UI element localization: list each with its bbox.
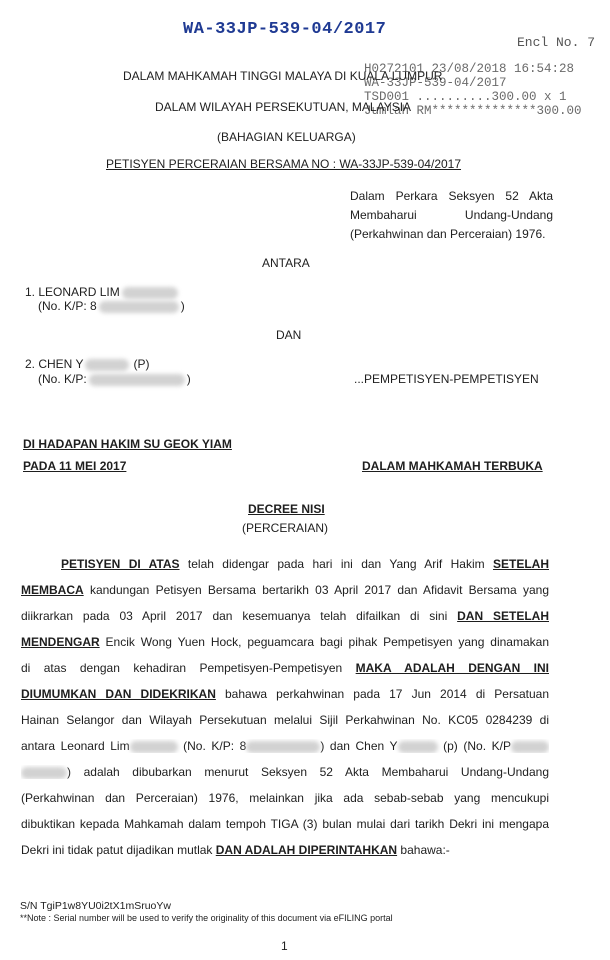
stamp-line-3: TSD001 ..........300.00 x 1 [364, 90, 567, 104]
court-title: DALAM MAHKAMAH TINGGI MALAYA DI KUALA LUMPUR [123, 69, 443, 83]
body-line-5 [21, 661, 549, 675]
redaction-blur [246, 741, 320, 753]
body-text: kandungan Petisyen Bersama bertarikh 03 April 2017 dan Afidavit Bersama yang [83, 583, 549, 597]
body-text: ) dan Chen Y [320, 739, 398, 753]
matter-line-1-text: Dalam Perkara Seksyen 52 Akta [350, 189, 553, 203]
body-emph: DAN SETELAH [457, 609, 549, 623]
body-text: (No. K/P: 8 [177, 739, 247, 753]
body-text: (p) (No. K/P [437, 739, 511, 753]
body-emph: SETELAH [492, 557, 549, 571]
redaction-blur [21, 767, 67, 779]
matter-line-2 [350, 208, 553, 222]
court-region: DALAM WILAYAH PERSEKUTUAN, MALAYSIA [155, 100, 412, 114]
body-line-12 [21, 843, 549, 857]
matter-line-2-right: Undang-Undang [464, 208, 553, 222]
stamp-line-1: H0272101 23/08/2018 16:54:28 [364, 62, 575, 76]
body-text: antara Leonard Lim [21, 739, 130, 753]
body-text: di atas dengan kehadiran Pempetisyen-Pempetisyen [21, 661, 356, 675]
body-emph: MAKA ADALAH DENGAN INI [355, 661, 549, 675]
body-line-2 [21, 583, 549, 597]
party-2-ic [38, 372, 191, 386]
redaction-blur [122, 287, 178, 299]
redaction-blur [130, 741, 178, 753]
redaction-blur [89, 374, 185, 386]
serial-number: S/N TgiP1w8YU0i2tX1mSruoYw [20, 900, 171, 912]
stamp-line-2: WA-33JP-539-04/2017 [364, 76, 507, 90]
petition-title: PETISYEN PERCERAIAN BERSAMA NO : WA-33JP-539-04/2017 [106, 157, 462, 171]
matter-line-3: (Perkahwinan dan Perceraian) 1976. [350, 227, 546, 241]
body-line-10 [21, 791, 549, 805]
body-text: telah didengar pada hari ini dan Yang Arif Hakim [179, 557, 493, 571]
party-2-suffix: (P) [133, 357, 150, 371]
body-line-1 [21, 557, 549, 571]
open-court-label: DALAM MAHKAMAH TERBUKA [362, 459, 543, 473]
body-text: diikrarkan pada 03 April 2017 dan kesemuanya telah difailkan di sini [21, 609, 458, 623]
redaction-blur [85, 359, 129, 371]
body-line-8 [21, 739, 549, 753]
serial-note: **Note : Serial number will be used to verify the originality of this document via eFILING portal [20, 913, 393, 923]
body-text: Hainan Selangor dan Wilayah Persekutuan melalui Sijil Perkahwinan No. KC05 0284239 di [21, 713, 549, 727]
party-2-name-text: 2. CHEN Y [25, 357, 84, 371]
party-2-name [25, 357, 149, 371]
body-text: ) adalah dibubarkan menurut Seksyen 52 Akta Membaharui Undang-Undang [67, 765, 549, 779]
body-text: bahawa perkahwinan pada 17 Jun 2014 di Persatuan [215, 687, 549, 701]
dan-label: DAN [276, 328, 302, 342]
antara-label: ANTARA [262, 256, 310, 270]
redaction-blur [99, 301, 179, 313]
party-2-ic-text: (No. K/P: [38, 372, 87, 386]
body-text: (Perkahwinan dan Perceraian) 1976, melainkan jika ada sebab-sebab yang mencukupi [21, 791, 549, 805]
party-1-ic-text: (No. K/P: 8 [38, 299, 97, 313]
page-number: 1 [281, 939, 288, 953]
party-1-name-text: 1. LEONARD LIM [25, 285, 120, 299]
body-line-3 [21, 609, 549, 623]
redaction-blur [398, 741, 438, 753]
body-line-4 [21, 635, 549, 649]
redaction-blur [511, 741, 549, 753]
body-text: Encik Wong Yuen Hock, peguamcara bagi pihak Pempetisyen yang dinamakan [99, 635, 549, 649]
party-1-ic-end: ) [180, 299, 185, 313]
party-2-ic-end: ) [186, 372, 191, 386]
stamp-line-4: Jumlah RM**************300.00 [364, 104, 582, 118]
judge-line: DI HADAPAN HAKIM SU GEOK YIAM [23, 437, 232, 451]
body-emph: DAN ADALAH DIPERINTAHKAN [215, 843, 398, 857]
body-emph: PETISYEN DI ATAS [61, 557, 180, 571]
decree-title: DECREE NISI [248, 502, 325, 516]
body-emph: MENDENGAR [21, 635, 100, 649]
body-emph: MEMBACA [21, 583, 84, 597]
party-1-ic [38, 299, 185, 313]
enclosure-number: Encl No. 7 [517, 35, 596, 50]
decree-subtitle: (PERCERAIAN) [242, 521, 329, 535]
body-line-11 [21, 817, 549, 831]
matter-line-2-left: Membaharui [350, 208, 417, 222]
case-number: WA-33JP-539-04/2017 [183, 20, 387, 39]
body-text: Dekri ini tidak patut dijadikan mutlak [21, 843, 216, 857]
matter-line-1 [350, 189, 553, 203]
body-text: bahawa:- [397, 843, 450, 857]
body-line-9 [21, 765, 549, 779]
body-text: dibuktikan kepada Mahkamah dalam tempoh TIGA (3) bulan mulai dari tarikh Dekri ini mengapa [21, 817, 549, 831]
hearing-date: PADA 11 MEI 2017 [23, 459, 127, 473]
petitioners-role: ...PEMPETISYEN-PEMPETISYEN [354, 372, 539, 386]
party-1-name [25, 285, 178, 299]
court-division: (BAHAGIAN KELUARGA) [217, 130, 356, 144]
body-line-6 [21, 687, 549, 701]
body-emph: DIUMUMKAN DAN DIDEKRIKAN [21, 687, 216, 701]
body-line-7 [21, 713, 549, 727]
